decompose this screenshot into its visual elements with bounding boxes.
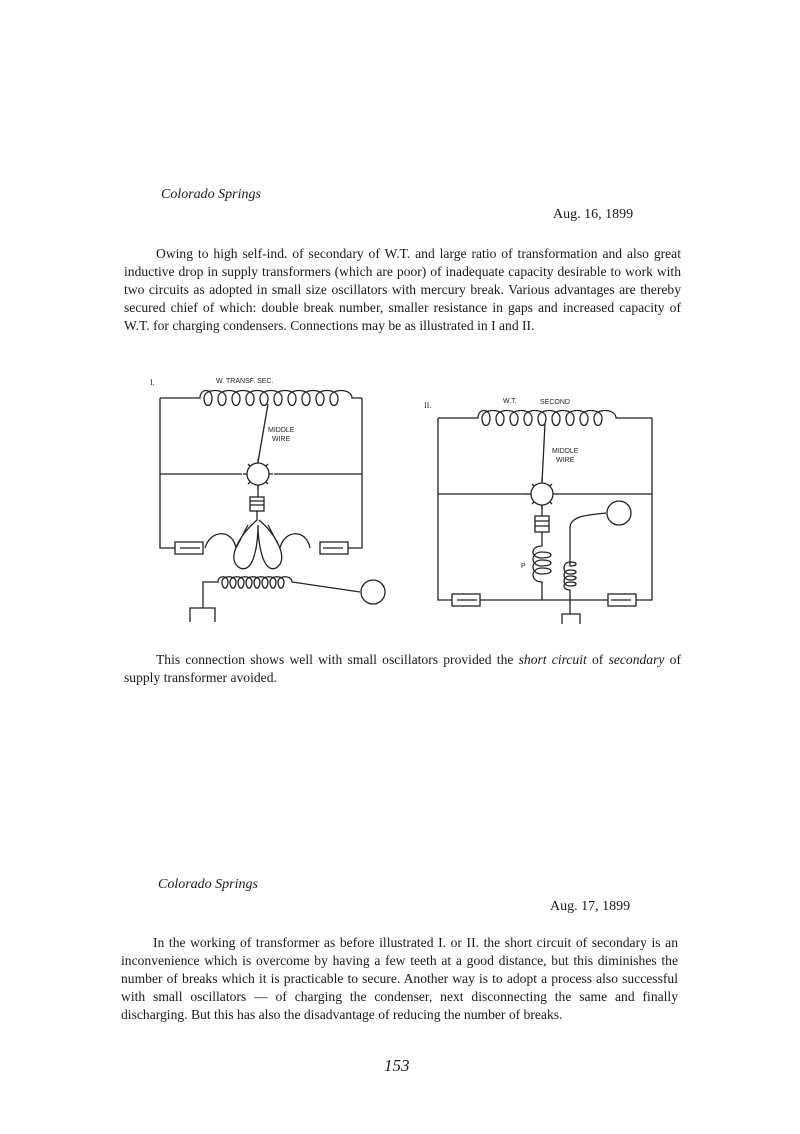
figure-2-ground xyxy=(562,600,580,624)
entry-place-1: Colorado Springs xyxy=(161,187,261,202)
figure-2-left-wire xyxy=(438,418,452,600)
figure-2-condenser-plates xyxy=(535,521,549,526)
caption-part-2: of xyxy=(586,652,609,667)
entry-date-2: Aug. 17, 1899 xyxy=(550,899,631,914)
figure-2-right-wire xyxy=(636,418,652,600)
figure-2-secondary-coil xyxy=(438,411,652,426)
caption-part-1: This connection shows well with small oscillators provided the xyxy=(156,652,519,667)
figure-2-middle-wire xyxy=(542,424,545,482)
figure-2-oscillator-coil xyxy=(564,513,606,600)
figure-2-condenser xyxy=(535,516,549,532)
figure-2-wire-label-2: WIRE xyxy=(556,457,575,464)
figure-2-terminal xyxy=(607,501,631,525)
figure-1-numeral: I. xyxy=(150,378,155,387)
figure-1-wire-label-1: MIDDLE xyxy=(268,427,295,434)
entry-place-2: Colorado Springs xyxy=(158,877,258,892)
page-number: 153 xyxy=(384,1056,410,1075)
caption-emphasis-2: secondary xyxy=(608,652,665,667)
paragraph-text-2: In the working of transformer as before illustrated I. or II. the short circuit of secondary is an inconvenience which is overcome by having a few teeth at a good distance, but this diminishes the number of breaks which it is practicable to secure. Another way is to adopt a process also successful with small oscillators — of charging the condenser, next disconnecting the same and finally discharging. But this has also the disadvantage of reducing the number of breaks. xyxy=(121,935,678,1022)
figure-2-label-p: P xyxy=(521,563,526,570)
figure-1-wire-label-2: WIRE xyxy=(272,436,291,443)
caption-part-3: of supply transformer avoided. xyxy=(124,652,681,685)
figure-caption xyxy=(124,651,681,687)
figure-2-top-label-1: W.T. xyxy=(503,398,517,405)
entry-date-1: Aug. 16, 1899 xyxy=(553,207,634,222)
figure-2-wire-label-1: MIDDLE xyxy=(552,448,579,455)
caption-emphasis-1: short circuit xyxy=(518,652,587,667)
figure-2-rotary-break xyxy=(531,483,553,505)
figure-2-top-label-2: SECOND xyxy=(540,399,570,406)
paragraph-text-1: Owing to high self-ind. of secondary of W.T. and large ratio of transformation and also great inductive drop in supply transformers (which are poor) of inadequate capacity desirable to work with two circuits as adopted in small size oscillators with mercury break. Various advantages are thereby secured chief of which: double break number, smaller resistance in gaps and increased capacity of W.T. for charging condensers. Connections may be as illustrated in I and II. xyxy=(124,246,681,333)
figure-2-numeral: II. xyxy=(424,401,432,410)
entry-paragraph-2 xyxy=(121,934,678,1024)
figure-2-primary-coil xyxy=(533,532,551,600)
figure-1-top-label: W. TRANSF. SEC. xyxy=(216,378,274,385)
